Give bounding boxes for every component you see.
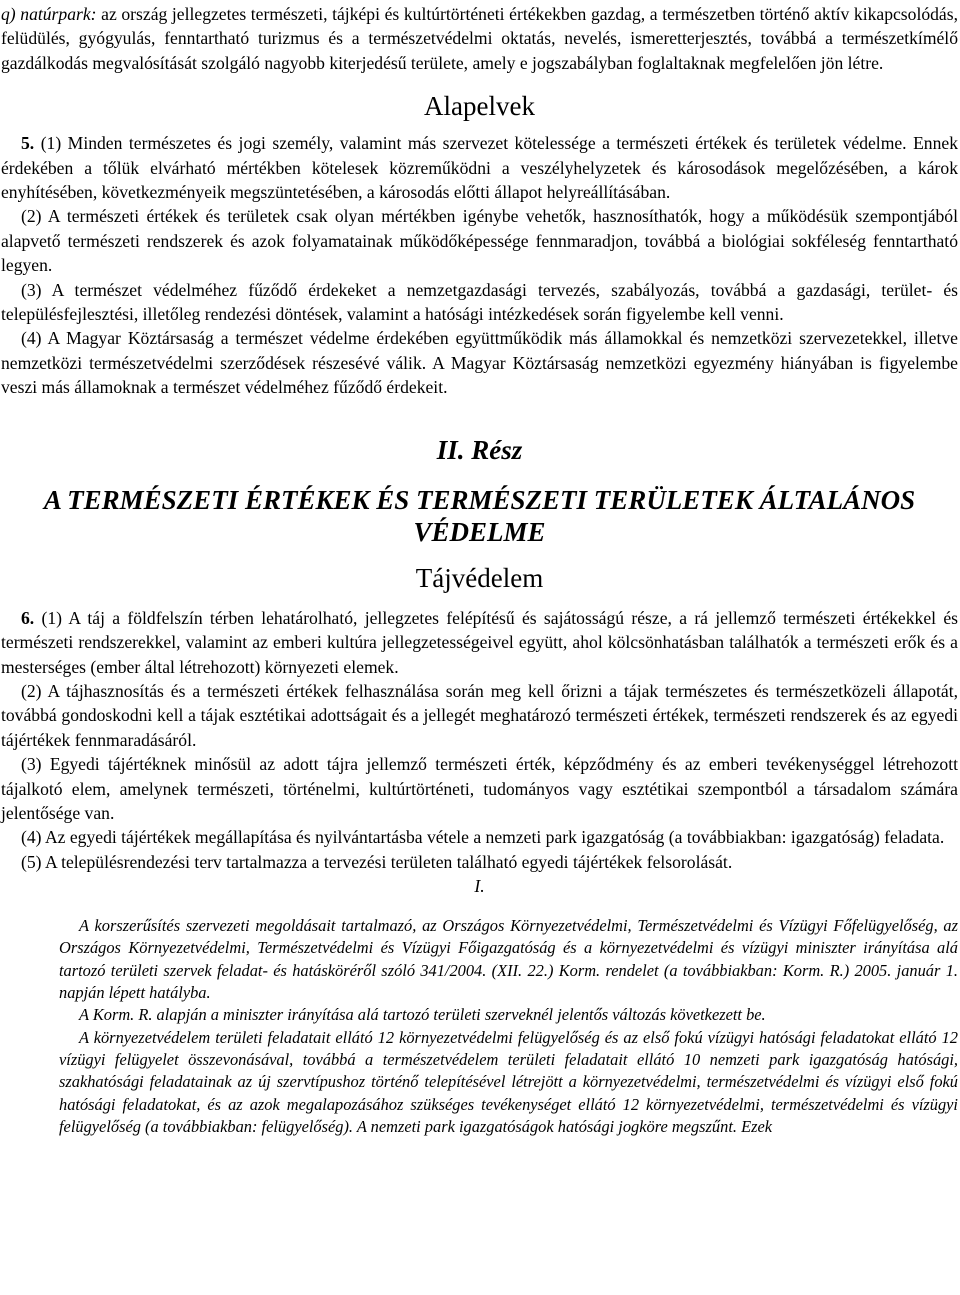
section-5-para-1-text: (1) Minden természetes és jogi személy, valamint más szervezet kötelessége a természeti értékek és területek védelme. Ennek érdekében a tőlük elvárható mértékben kötelesek közreműködni a veszélyhelyzetek és károsodások megelőzésében, a károk enyhítésében, következményeik megszüntetésében, a károsodás előtti állapot helyreállításában.: [1, 133, 959, 203]
section-6-paragraph-1: [1, 606, 958, 679]
alapelvek-heading: Alapelvek: [424, 91, 535, 122]
section-5-paragraph-2: (2) A természeti értékek és területek csak olyan mértékben igénybe vehetők, hasznosíthatók, hogy a működésük szempontjából alapvető természeti rendszerek és azok folyamatainak működőképessége fennmaradjon, továbbá a biológiai sokféleség fenntartható legyen.: [1, 206, 958, 276]
foreword-paragraph-1: A korszerűsítés szervezeti megoldásait tartalmazó, az Országos Környezetvédelmi, Természetvédelmi és Vízügyi Főfelügyelőség, az Országos Környezetvédelmi, Természetvédelmi és Vízügyi Főigazgatóság és a környezetvédelmi és vízügyi miniszter irányítása alá tartozó területi szervek feladat- és hatásköréről szóló 341/2004. (XII. 22.) Korm. rendelet (a továbbiakban: Korm. R.) 2005. január 1. napján lépett hatályba.: [59, 916, 958, 1003]
tajvedelem-heading: Tájvédelem: [415, 562, 544, 593]
definition-term: q) natúrpark:: [1, 4, 97, 24]
definition-text: az ország jellegzetes természeti, tájképi és kultúrtörténeti értékekben gazdag, a természetben történő aktív kikapcsolódás, felüdülés, gyógyulás, fenntartható turizmus és a természetvédelmi oktatás, nevelés, ismeretterjesztés, továbbá a természetkímélő gazdálkodás megvalósítását szolgáló nagyobb kiterjedésű területe, amely e jogszabályban foglaltaknak megfelelően jön létre.: [1, 4, 958, 73]
section-6-para-1-text: (1) A táj a földfelszín térben lehatárolható, jellegzetes felépítésű és sajátosságú része, a rá jellemző természeti értékekkel és természeti rendszerekkel, valamint az emberi kultúra jellegzetességeivel együtt, ahol kölcsönhatásban találhatók a természeti erők és a mesterséges (ember által létrehozott) környezeti elemek.: [1, 607, 958, 677]
natupark-definition: [1, 2, 958, 75]
part-subtitle: A TERMÉSZETI ÉRTÉKEK ÉS TERMÉSZETI TERÜLETEK ÁLTALÁNOS VÉDELME: [43, 484, 916, 547]
section-5-number: 5.: [21, 133, 41, 154]
section-6-paragraph-3: (3) Egyedi tájértéknek minősül az adott tájra jellemző természeti érték, képződmény és az emberi tevékenységgel létrehozott tájalkotó elem, amelynek természeti, történelmi, kultúrtörténeti, tudományos vagy esztétikai szempontból a társadalom számára jelentősége van.: [1, 754, 958, 823]
section-5-paragraph-4: (4) A Magyar Köztársaság a természet védelme érdekében együttműködik más államokkal és nemzetközi szervezetekkel, illetve nemzetközi természetvédelmi szerződések részesévé válik. A Magyar Köztársaság nemzetközi egyezmény hiányában is figyelembe veszi más államoknak a természet védelméhez fűződő érdekeit.: [1, 328, 958, 398]
part-title: II. Rész: [436, 434, 523, 465]
section-5-paragraph-1: [1, 131, 958, 204]
document-page: [0, 2, 960, 1138]
foreword-numeral: I.: [474, 876, 485, 897]
section-6-paragraph-4: (4) Az egyedi tájértékek megállapítása és nyilvántartásba vétele a nemzeti park igazgatóság (a továbbiakban: igazgatóság) feladata.: [21, 827, 945, 848]
section-5-paragraph-3: (3) A természet védelméhez fűződő érdekeket a nemzetgazdasági tervezés, szabályozás, továbbá a gazdasági, terület- és településfejlesztési, illetőleg rendezési döntések, valamint a hatósági intézkedések során figyelembe kell venni.: [1, 279, 958, 325]
section-6-paragraph-2: (2) A tájhasznosítás és a természeti értékek felhasználása során meg kell őrizni a tájak természetes és természetközeli állapotát, továbbá gondoskodni kell a tájak esztétikai adottságait és a jellegét meghatározó természeti értékek, természeti rendszerek és az egyedi tájértékek fennmaradásáról.: [1, 680, 958, 750]
foreword-paragraph-3: A környezetvédelem területi feladatait ellátó 12 környezetvédelmi felügyelőség és az első fokú vízügyi hatósági feladatokat ellátó 12 vízügyi felügyelet összevonásával, továbbá a természetvédelem területi feladatait ellátó 10 nemzeti park igazgatóság hatósági, szakhatósági feladatainak az új szervtípushoz történő telepítésével létrejött a környezetvédelmi, természetvédelmi és vízügyi első fokú hatósági feladatokat, és az azok megalapozásához szükséges tevékenységet ellátó 12 környezetvédelmi, természetvédelmi és vízügyi felügyelőség (a továbbiakban: felügyelőség). A nemzeti park igazgatóságok hatósági jogköre megszűnt. Ezek: [59, 1027, 958, 1136]
section-6-number: 6.: [21, 607, 42, 628]
foreword-block: [1, 915, 958, 1138]
foreword-paragraph-2: A Korm. R. alapján a miniszter irányítása alá tartozó területi szerveknél jelentős változás következett be.: [79, 1005, 766, 1025]
section-6-paragraph-5: (5) A településrendezési terv tartalmazza a tervezési területen található egyedi tájértékek felsorolását.: [21, 851, 733, 872]
